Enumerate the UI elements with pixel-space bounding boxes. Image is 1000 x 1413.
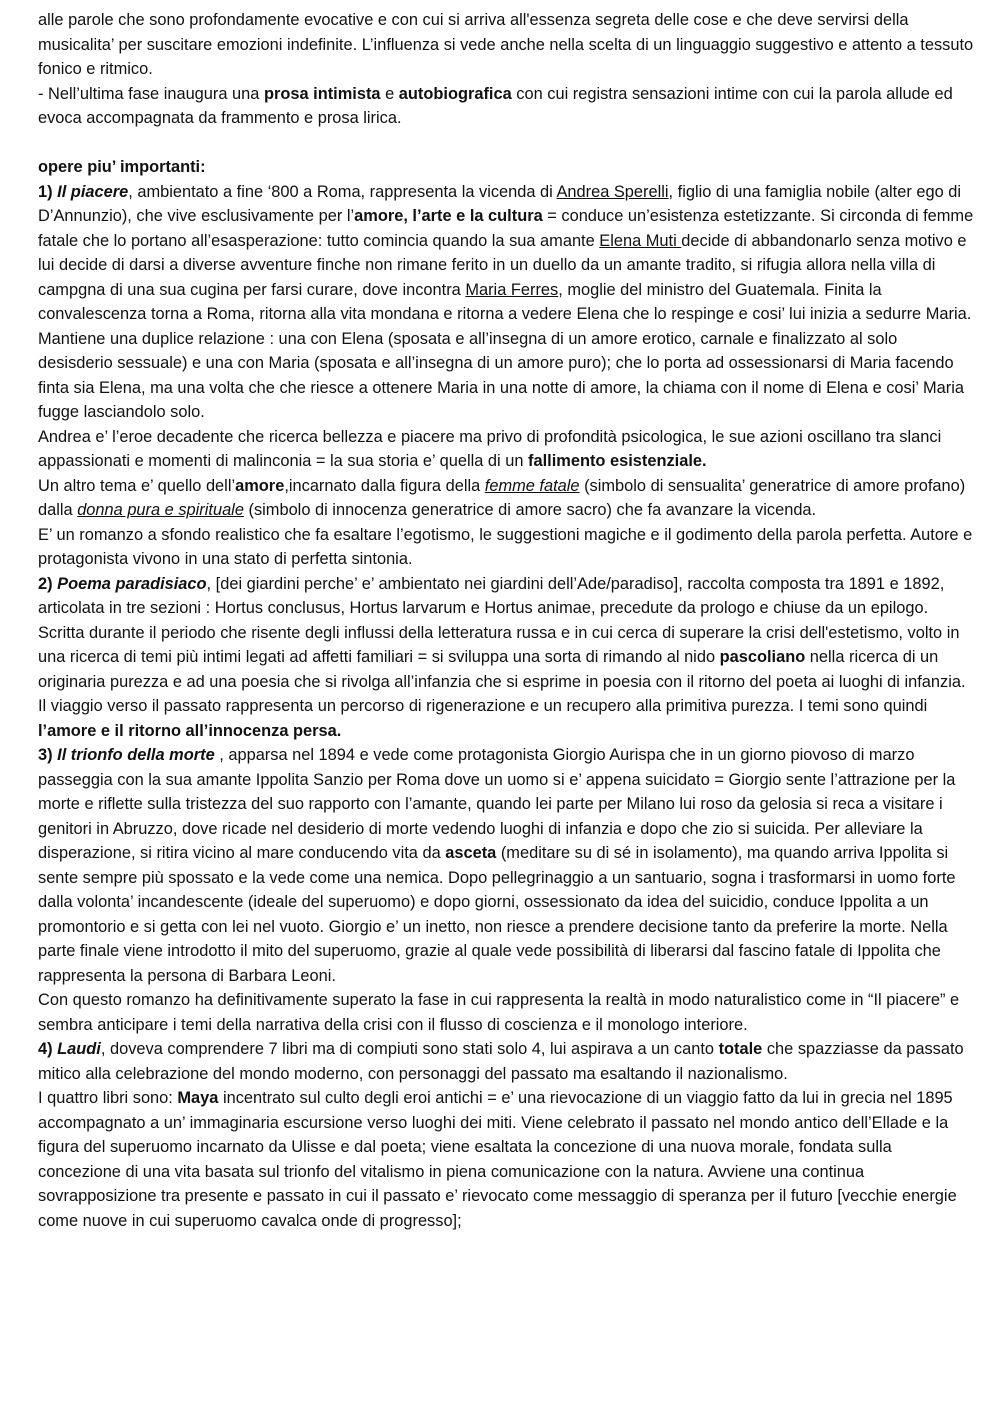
text-run: Andrea e’ l’eroe decadente che ricerca bellezza e piacere ma privo di profondità psicologica, le sue azioni oscillano tra slanci appassionati e momenti di malinconia = la sua storia e’ quella di un	[38, 427, 946, 470]
text-run: che spazziasse da passato mitico alla celebrazione del mondo moderno, con personaggi del passato ma esaltando il nazionalismo.	[38, 1040, 969, 1083]
text-run: ,incarnato dalla figura della	[284, 476, 485, 495]
bold-text: opere piu’ importanti:	[38, 158, 206, 176]
text-run: (simbolo di innocenza generatrice di amore sacro) che fa avanzare la vicenda.	[243, 501, 817, 519]
text-run: I quattro libri sono:	[38, 1089, 178, 1107]
text-run: E’ un romanzo a sfondo realistico che fa esaltare l’egotismo, le suggestioni magiche e il godimento della parola perfetta. Autore e protagonista vivono in una stato di perfetta sintonia.	[38, 525, 977, 568]
section-heading	[38, 155, 974, 180]
paragraph	[38, 474, 974, 523]
document-body	[38, 8, 978, 1233]
bold-text: l’amore e il ritorno all’innocenza persa.	[38, 721, 342, 740]
paragraph	[38, 180, 978, 327]
text-run: , ambientato a fine ‘800 a Roma, rappresenta la vicenda di	[128, 182, 557, 201]
text-run: e	[380, 84, 399, 103]
paragraph	[38, 425, 974, 474]
paragraph	[38, 82, 974, 131]
underlined-text: Andrea Sperelli	[556, 182, 669, 201]
paragraph	[38, 327, 974, 425]
paragraph	[38, 988, 974, 1037]
text-run: con cui registra sensazioni intime con cui la parola allude ed evoca accompagnata da frammento e prosa lirica.	[38, 84, 958, 127]
text-run: (simbolo di sensualita’ generatrice di amore profano) dalla	[38, 476, 975, 519]
text-run: decide di abbandonarlo senza motivo e lui decide di darsi a diverse avventure finche non rimane ferito in un duello da un amante tradito, si rifugia allora nella villa di campgna di una sua cugina per farsi curare, dove incontra	[38, 231, 972, 299]
text-run: , [dei giardini perche’ e’ ambientato nei giardini dell’Ade/paradiso], raccolta composta tra 1891 e 1892, articolata in tre sezioni : Hortus conclusus, Hortus larvarum e Hortus animae, precedute da prologo e chiuse da un epilogo.	[38, 574, 949, 617]
paragraph	[38, 621, 974, 744]
underlined-text: femme fatale	[484, 476, 580, 495]
bold-text: amore, l’arte e la cultura	[354, 207, 543, 225]
bold-text: Laudi	[57, 1040, 101, 1058]
text-run: = conduce un’esistenza estetizzante. Si circonda di femme fatale che lo portano all’esasperazione: tutto comincia quando la sua amante	[38, 207, 978, 250]
underlined-text: donna pura e spirituale	[77, 501, 244, 519]
text-run: , figlio di una famiglia nobile (alter ego di D’Annunzio), che vive esclusivamente per l’	[38, 182, 966, 225]
text-run: alle parole che sono profondamente evocative e con cui si arriva all'essenza segreta delle cose e che deve servirsi della musicalita’ per suscitare emozioni indefinite. L’influenza si vede anche nella scelta di un linguaggio suggestivo e attento a tessuto fonico e ritmico.	[38, 11, 978, 78]
text-run: - Nell’ultima fase inaugura una	[38, 84, 264, 103]
text-run: , doveva comprendere 7 libri ma di compiuti sono stati solo 4, lui aspirava a un canto	[100, 1040, 719, 1058]
bold-text: 4)	[38, 1040, 58, 1058]
bold-text: pascoliano	[719, 648, 806, 666]
paragraph	[38, 1086, 974, 1233]
bold-text: 3)	[38, 746, 58, 764]
bold-text: Il trionfo della morte	[57, 746, 215, 764]
text-run: Un altro tema e’ quello dell’	[38, 476, 236, 495]
paragraph	[38, 743, 974, 988]
bold-text: autobiografica	[398, 84, 512, 103]
bold-text: fallimento esistenziale.	[528, 452, 707, 470]
blank-line	[38, 131, 974, 156]
bold-text: 1)	[38, 182, 58, 201]
paragraph	[38, 523, 977, 572]
bold-text: 2)	[38, 574, 58, 593]
paragraph	[38, 1037, 974, 1086]
paragraph	[38, 8, 978, 82]
bold-text: amore	[235, 476, 285, 495]
text-run: Mantiene una duplice relazione : una con Elena (sposata e all’insegna di un amore erotico, carnale e finalizzato al solo desisderio sessuale) e una con Maria (sposata e all’insegna di un amore puro); che lo porta ad ossessionarsi di Maria facendo finta sia Elena, ma una volta che che riesce a ottenere Maria in una notte di amore, la chiama con il nome di Elena e cosi’ Maria fugge lasciandolo solo.	[38, 329, 969, 421]
bold-text: Maya	[177, 1089, 219, 1107]
bold-text: prosa intimista	[263, 84, 381, 103]
underlined-text: Maria Ferres	[465, 280, 559, 299]
bold-text: asceta	[445, 844, 497, 862]
bold-text: totale	[718, 1040, 763, 1058]
bold-text: Poema paradisiaco	[57, 574, 207, 593]
text-run: nella ricerca di un originaria purezza e ad una poesia che si rivolga all’infanzia che si esprime in poesia con il ritorno del poeta ai luoghi di infanzia. Il viaggio verso il passato rappresenta un percorso di rigenerazione e un recupero alla primitiva purezza. I temi sono quindi	[38, 648, 971, 715]
text-run: (meditare su di sé in isolamento), ma quando arriva Ippolita si sente sempre più spossato e la vede come una nemica. Dopo pellegrinaggio a un santuario, sogna i trasformarsi in uomo forte dalla volonta’ incandescente (ideale del superuomo) e dopo giorni, ossessionato da idea del suicidio, conduce Ippolita a un promontorio e si getta con lei nel vuoto. Giorgio e’ un inetto, non riesce a prendere decisione tanto da preferire la morte. Nella parte finale viene introdotto il mito del superuomo, grazie al quale vede possibilità di liberarsi dal fascino fatale di Ippolita che rappresenta la persona di Barbara Leoni.	[38, 844, 961, 985]
text-run: Con questo romanzo ha definitivamente superato la fase in cui rappresenta la realtà in modo naturalistico come in “Il piacere” e sembra anticipare i temi della narrativa della crisi con il flusso di coscienza e il monologo interiore.	[38, 991, 964, 1034]
underlined-text: Elena Muti	[599, 231, 682, 250]
paragraph	[38, 572, 974, 621]
text-run: incentrato sul culto degli eroi antichi = e’ una rievocazione di un viaggio fatto da lui in grecia nel 1895 accompagnato a un’ immaginaria escursione verso luoghi dei miti. Viene celebrato il passato nel mondo antico dell’Ellade e la figura del superuomo incarnato da Ulisse e dal poeta; viene esaltata la concezione di una nuova morale, fondata sulla concezione di una vita basata sul trionfo del vitalismo in piena comunicazione con la natura. Avviene una continua sovrapposizione tra presente e passato in cui il passato e’ rievocato come messaggio di speranza per il futuro [vecchie energie come nuove in cui superuomo cavalca onde di progresso];	[38, 1089, 962, 1230]
text-run: Scritta durante il periodo che risente degli influssi della letteratura russa e in cui cerca di superare la crisi dell'estetismo, volto in una ricerca di temi più intimi legati ad affetti familiari = si sviluppa una sorta di rimando al nido	[38, 623, 965, 666]
text-run: , apparsa nel 1894 e vede come protagonista Giorgio Aurispa che in un giorno piovoso di marzo passeggia con la sua amante Ippolita Sanzio per Roma dove un uomo si e’ appena suicidato = Giorgio sente l’attrazione per la morte e riflette sulla tristezza del suo rapporto con l’amante, quando lei parte per Milano lui roso da gelosia si reca a visitare i genitori in Abruzzo, dove ricade nel desiderio di morte vedendo luoghi di infanzia e dopo che zio si suicida. Per alleviare la disperazione, si ritira vicino al mare conducendo vita da	[38, 746, 960, 862]
bold-text: Il piacere	[57, 182, 129, 201]
text-run: , moglie del ministro del Guatemala. Finita la convalescenza torna a Roma, ritorna alla vita mondana e ritorna a vedere Elena che lo respinge e cosi’ lui inizia a sedurre Maria.	[38, 280, 972, 323]
